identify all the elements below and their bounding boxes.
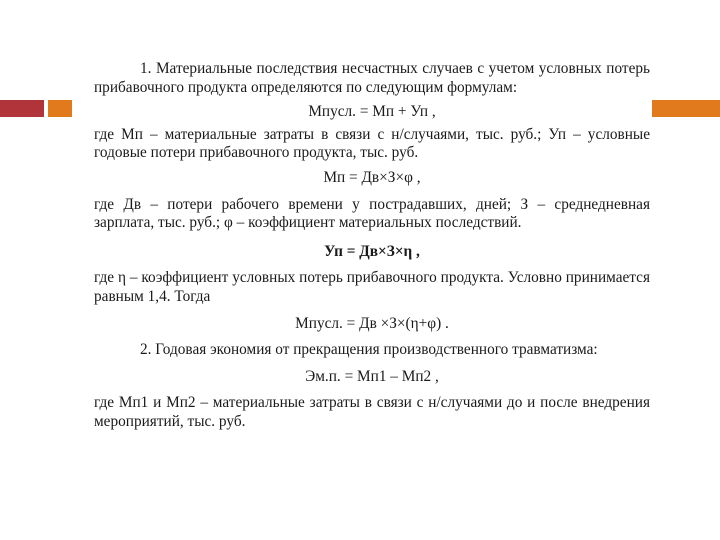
paragraph-6: где Мп1 и Мп2 – материальные затраты в связи с н/случаями до и после внедрения мероприятий, тыс. руб. (94, 394, 650, 430)
paragraph-3: где Дв – потери рабочего времени у пострадавших, дней; З – среднедневная зарплата, тыс. руб.; φ – коэффициент материальных последствий. (94, 195, 650, 232)
paragraph-2: где Мп – материальные затраты в связи с н/случаями, тыс. руб.; Уп – условные годовые потери прибавочного продукта, тыс. руб. (94, 125, 650, 162)
formula-4: Мпусл. = Дв ×З×(η+φ) . (295, 314, 449, 332)
formula-1: Мпусл. = Мп + Уп , (308, 103, 436, 121)
document-body (94, 60, 650, 432)
left-accent-bar (0, 100, 44, 117)
paragraph-5: 2. Годовая экономия от прекращения производственного травматизма: (140, 341, 598, 359)
formula-5: Эм.п. = Мп1 – Мп2 , (305, 367, 439, 385)
formula-3: Уп = Дв×З×η , (324, 242, 420, 260)
left-accent-bar-orange (48, 100, 72, 117)
paragraph-1: 1. Материальные последствия несчастных случаев с учетом условных потерь прибавочного продукта определяются по следующим формулам: (94, 60, 650, 96)
formula-2: Мп = Дв×З×φ , (323, 168, 421, 186)
right-accent-bar (652, 100, 720, 117)
paragraph-4: где η – коэффициент условных потерь прибавочного продукта. Условно принимается равным 1,4. Тогда (94, 269, 650, 305)
